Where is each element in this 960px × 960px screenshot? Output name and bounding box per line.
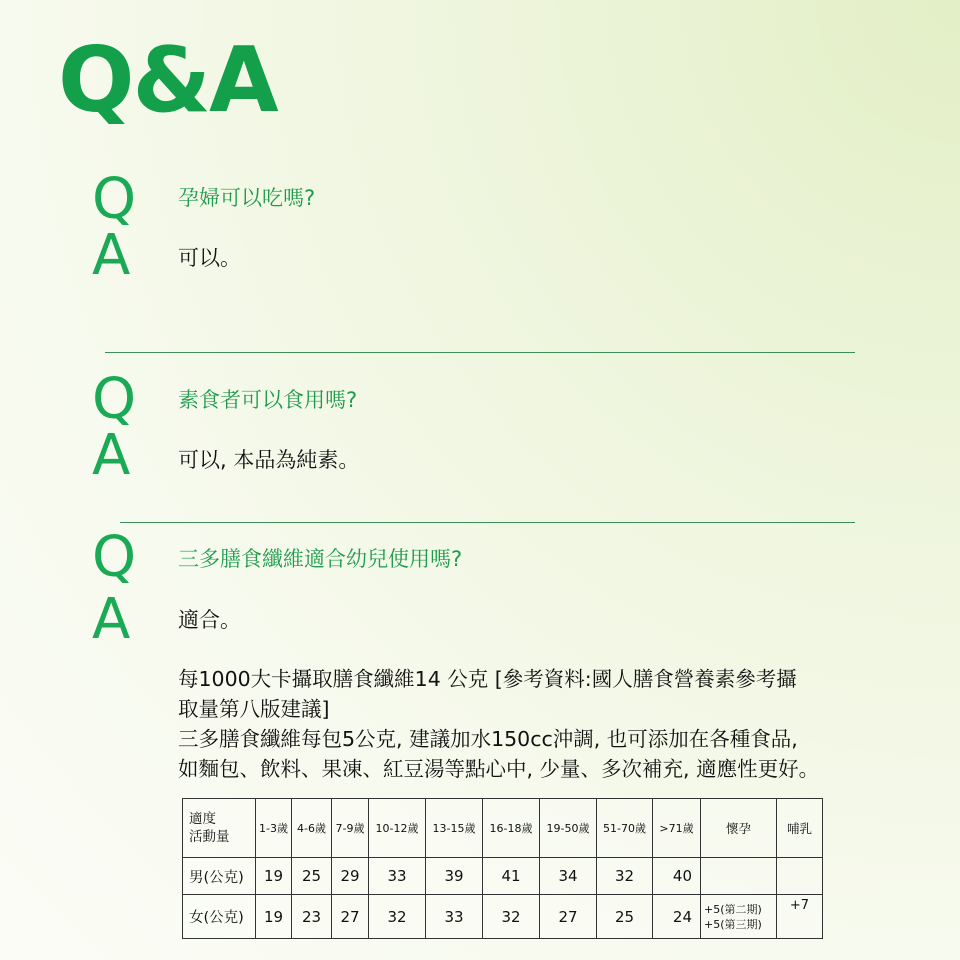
table-cell: 33 <box>369 858 426 895</box>
table-cell-empty <box>777 858 823 895</box>
header-age-71-plus: >71歲 <box>653 799 701 858</box>
q-letter-2: Q <box>92 367 137 432</box>
table-cell: 32 <box>597 858 653 895</box>
page-title: Q&A <box>58 28 277 133</box>
table-cell: 34 <box>540 858 597 895</box>
paragraph-line-1: 每1000大卡攝取膳食纖維14 公克 [參考資料:國人膳食營養素參考攝 <box>178 667 797 691</box>
fiber-intake-table <box>182 798 823 939</box>
pregnancy-line-2: +5(第三期) <box>704 917 762 931</box>
header-age-16-18: 16-18歲 <box>483 799 540 858</box>
header-age-19-50: 19-50歲 <box>540 799 597 858</box>
answer-1: 可以。 <box>178 246 241 270</box>
header-age-51-70: 51-70歲 <box>597 799 653 858</box>
table-cell-empty <box>701 858 777 895</box>
table-corner-header <box>183 799 256 858</box>
header-pregnancy: 懷孕 <box>701 799 777 858</box>
table-cell: 41 <box>483 858 540 895</box>
table-cell: 23 <box>292 895 332 939</box>
table-cell: 25 <box>597 895 653 939</box>
question-1: 孕婦可以吃嗎? <box>178 186 316 210</box>
a-letter-3: A <box>92 587 131 652</box>
question-2: 素食者可以食用嗎? <box>178 388 358 412</box>
table-row-female <box>183 895 823 939</box>
header-age-7-9: 7-9歲 <box>332 799 369 858</box>
table-cell: 27 <box>540 895 597 939</box>
table-row-male <box>183 858 823 895</box>
fiber-info-paragraph <box>178 664 898 784</box>
paragraph-line-4: 如麵包、飲料、果凍、紅豆湯等點心中, 少量、多次補充, 適應性更好。 <box>178 757 820 781</box>
paragraph-line-2: 取量第八版建議] <box>178 697 330 721</box>
table-cell: 32 <box>369 895 426 939</box>
question-3: 三多膳食纖維適合幼兒使用嗎? <box>178 547 463 571</box>
table-cell: 40 <box>653 858 701 895</box>
table-cell: 25 <box>292 858 332 895</box>
header-age-13-15: 13-15歲 <box>426 799 483 858</box>
answer-3: 適合。 <box>178 608 241 632</box>
pregnancy-line-1: +5(第二期) <box>704 902 762 916</box>
header-age-4-6: 4-6歲 <box>292 799 332 858</box>
q-letter-3: Q <box>92 525 137 590</box>
lactation-cell: +7 <box>777 895 823 939</box>
table-cell: 33 <box>426 895 483 939</box>
pregnancy-cell <box>701 895 777 939</box>
row-label-female: 女(公克) <box>183 895 256 939</box>
header-age-1-3: 1-3歲 <box>256 799 292 858</box>
table-cell: 39 <box>426 858 483 895</box>
table-cell: 19 <box>256 858 292 895</box>
row-label-male: 男(公克) <box>183 858 256 895</box>
divider-1 <box>105 352 855 353</box>
q-letter-1: Q <box>92 167 137 232</box>
a-letter-1: A <box>92 223 131 288</box>
corner-line-1: 適度 <box>189 811 216 827</box>
header-age-10-12: 10-12歲 <box>369 799 426 858</box>
table-header-row <box>183 799 823 858</box>
answer-2: 可以, 本品為純素。 <box>178 448 360 472</box>
table-cell: 19 <box>256 895 292 939</box>
header-lactation: 哺乳 <box>777 799 823 858</box>
table-cell: 32 <box>483 895 540 939</box>
divider-2 <box>120 522 855 523</box>
table-cell: 27 <box>332 895 369 939</box>
table-cell: 29 <box>332 858 369 895</box>
corner-line-2: 活動量 <box>189 829 230 845</box>
paragraph-line-3: 三多膳食纖維每包5公克, 建議加水150cc沖調, 也可添加在各種食品, <box>178 727 798 751</box>
table-cell: 24 <box>653 895 701 939</box>
a-letter-2: A <box>92 423 131 488</box>
